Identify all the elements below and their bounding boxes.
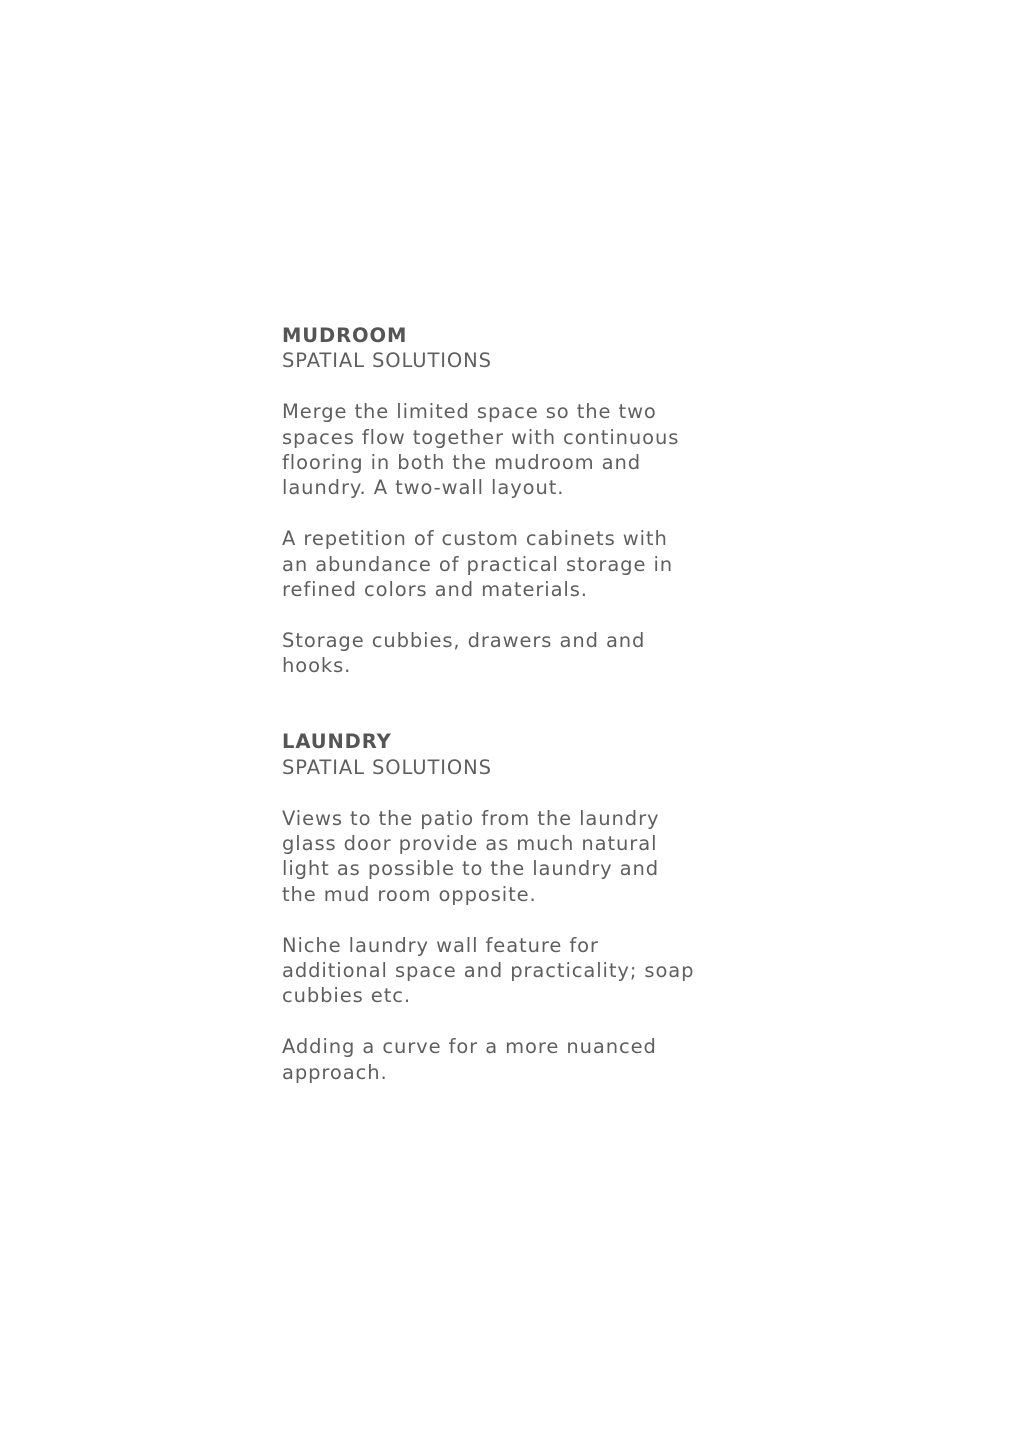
section-heading: LAUNDRY <box>282 730 392 754</box>
paragraph-line: cubbies etc. <box>282 984 411 1008</box>
paragraph-line: Niche laundry wall feature for <box>282 933 599 957</box>
paragraph-line: light as possible to the laundry and <box>282 857 660 881</box>
section-subheading: SPATIAL SOLUTIONS <box>282 755 492 779</box>
paragraph-line: Storage cubbies, drawers and and <box>282 628 646 652</box>
laundry-section <box>282 729 752 1085</box>
paragraph-line: the mud room opposite. <box>282 882 537 906</box>
paragraph <box>282 1034 752 1085</box>
paragraph <box>282 933 752 1009</box>
paragraph <box>282 806 752 908</box>
paragraph-line: approach. <box>282 1060 388 1084</box>
paragraph-line: refined colors and materials. <box>282 578 588 602</box>
paragraph-line: Views to the patio from the laundry <box>282 806 660 830</box>
mudroom-section <box>282 323 752 679</box>
paragraph <box>282 526 752 602</box>
paragraph-line: additional space and practicality; soap <box>282 959 695 983</box>
paragraph-line: glass door provide as much natural <box>282 832 658 856</box>
paragraph <box>282 399 752 501</box>
paragraph-line: flooring in both the mudroom and <box>282 451 642 475</box>
paragraph-line: Adding a curve for a more nuanced <box>282 1035 657 1059</box>
paragraph-line: an abundance of practical storage in <box>282 552 674 576</box>
document-body <box>282 323 752 1085</box>
paragraph-line: A repetition of custom cabinets with <box>282 527 668 551</box>
section-heading: MUDROOM <box>282 324 408 347</box>
paragraph-line: spaces flow together with continuous <box>282 425 680 449</box>
section-subheading: SPATIAL SOLUTIONS <box>282 349 492 373</box>
paragraph-line: laundry. A two-wall layout. <box>282 476 565 500</box>
paragraph <box>282 628 752 679</box>
paragraph-line: Merge the limited space so the two <box>282 400 657 424</box>
paragraph-line: hooks. <box>282 654 352 678</box>
